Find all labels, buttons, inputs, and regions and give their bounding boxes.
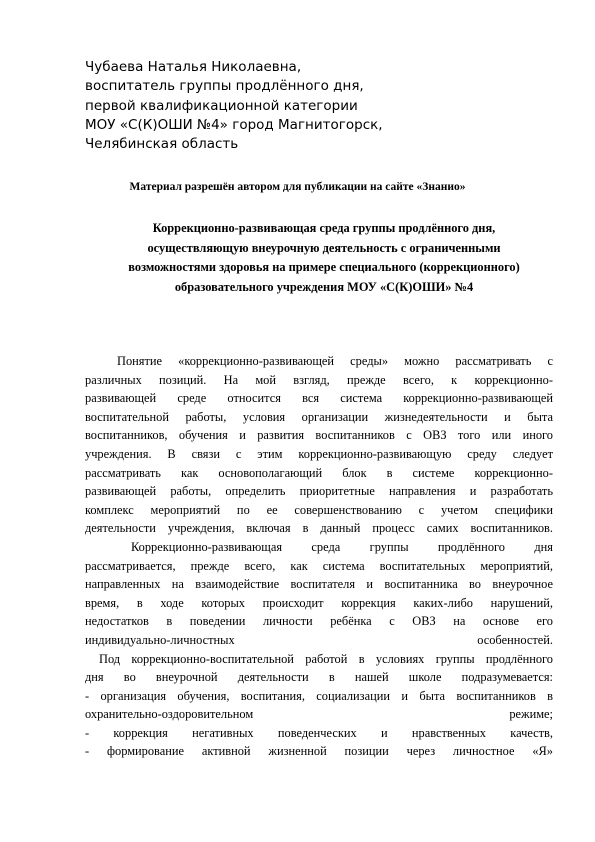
body-line: Под коррекционно-воспитательной работой в условиях группы продлённого xyxy=(99,651,553,666)
body-line: рассматривается, прежде всего, как система воспитательных мероприятий, xyxy=(85,558,553,573)
body-line: учреждения. В связи с этим коррекционно-развивающую среду следует xyxy=(85,446,553,461)
body-line: время, в ходе которых происходит коррекция каких-либо нарушений, xyxy=(85,595,553,610)
title-line: возможностями здоровья на примере специального (коррекционного) xyxy=(128,260,520,274)
body-line: развивающей среде относится вся система коррекционно-развивающей xyxy=(85,391,553,406)
author-position: воспитатель группы продлённого дня, xyxy=(85,78,364,95)
document-title xyxy=(88,219,560,297)
publication-permission: Материал разрешён автором для публикации на сайте «Знанио» xyxy=(129,181,466,193)
author-category: первой квалификационной категории xyxy=(85,97,358,114)
body-line: охранительно-оздоровительном режиме; xyxy=(85,707,553,722)
body-line: дня во внеурочной деятельности в нашей школе подразумевается: xyxy=(85,670,553,685)
title-line: Коррекционно-развивающая среда группы продлённого дня, xyxy=(152,221,496,235)
author-region: Челябинская область xyxy=(85,136,239,153)
body-line: различных позиций. На мой взгляд, прежде всего, к коррекционно- xyxy=(85,372,553,387)
body-line: индивидуально-личностных особенностей. xyxy=(85,632,553,647)
body-line: Коррекционно-развивающая среда группы продлённого дня xyxy=(131,539,553,554)
body-line: воспитательной работы, условия организации жизнедеятельности и быта xyxy=(85,409,553,424)
author-block xyxy=(85,58,525,154)
body-line: рассматривать как основополагающий блок в системе коррекционно- xyxy=(85,465,553,480)
author-school: МОУ «С(К)ОШИ №4» город Магнитогорск, xyxy=(85,116,383,133)
body-text xyxy=(85,352,553,761)
body-line: Понятие «коррекционно-развивающей среды» можно рассматривать с xyxy=(117,354,553,368)
body-line: деятельности учреждения, включая в данный процесс самих воспитанников. xyxy=(85,521,553,536)
title-line: образовательного учреждения МОУ «С(К)ОШИ» №4 xyxy=(174,279,474,294)
body-line: направленных на взаимодействие воспитателя и воспитанника во внеурочное xyxy=(85,577,553,592)
body-line: - организация обучения, воспитания, социализации и быта воспитанников в xyxy=(85,688,553,703)
body-line: - коррекция негативных поведенческих и нравственных качеств, xyxy=(85,725,553,740)
body-line: развивающей работы, определить приоритетные направления и разработать xyxy=(85,484,553,499)
title-line: осуществляющую внеурочную деятельность с ограниченными xyxy=(147,240,501,255)
body-line: воспитанников, обучения и развития воспитанников с ОВЗ того или иного xyxy=(85,428,553,443)
body-line: недостатков в поведении личности ребёнка с ОВЗ на основе его xyxy=(85,614,553,629)
body-line: - формирование активной жизненной позиции через личностное «Я» xyxy=(85,744,553,759)
body-line: комплекс мероприятий по ее совершенствованию с учетом специфики xyxy=(85,502,553,517)
author-name: Чубаева Наталья Николаевна, xyxy=(85,59,302,75)
